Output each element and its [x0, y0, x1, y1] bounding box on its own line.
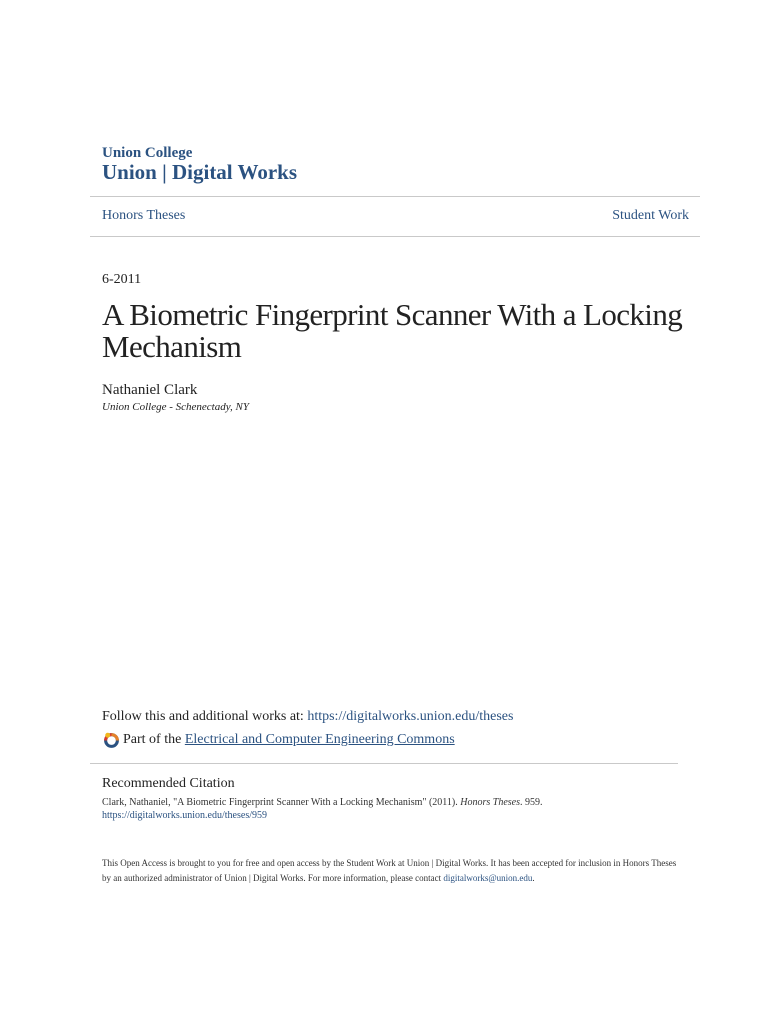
student-work-link[interactable]: Student Work [612, 208, 689, 223]
part-of-prefix: Part of the [123, 732, 185, 747]
institution-name: Union College [102, 145, 193, 161]
publication-date: 6-2011 [102, 272, 142, 287]
citation-number: . 959. [519, 797, 543, 808]
recommended-citation-heading: Recommended Citation [102, 776, 235, 791]
follow-prefix: Follow this and additional works at: [102, 709, 308, 724]
repository-home-link[interactable]: Union | Digital Works [102, 160, 298, 184]
citation-url-link[interactable]: https://digitalworks.union.edu/theses/959 [102, 810, 267, 821]
notice-text: This Open Access is brought to you for free and open access by the Student Work at Union | Digital Works. It has been accepted for inclusion in Honors Theses by an authorized administrator of Union | Digital Works. For more information, please contact [102, 858, 677, 883]
honors-theses-link[interactable]: Honors Theses [102, 208, 186, 223]
notice-end: . [532, 873, 535, 883]
header-divider-bottom [90, 236, 700, 237]
bepress-commons-icon [102, 731, 121, 750]
open-access-notice [102, 856, 682, 886]
author-name: Nathaniel Clark [102, 382, 198, 398]
citation-url-line [102, 809, 267, 823]
commons-discipline-link[interactable]: Electrical and Computer Engineering Commons [184, 732, 455, 747]
citation-text [102, 796, 542, 810]
citation-journal: Honors Theses [460, 797, 520, 808]
follow-url-link[interactable]: https://digitalworks.union.edu/theses [307, 709, 514, 724]
part-of-line [102, 730, 455, 750]
follow-line [102, 708, 513, 725]
citation-body: Clark, Nathaniel, "A Biometric Fingerprint Scanner With a Locking Mechanism" (2011). [102, 797, 461, 808]
author-affiliation: Union College - Schenectady, NY [102, 401, 249, 413]
citation-divider [90, 763, 678, 764]
paper-title: A Biometric Fingerprint Scanner With a Locking Mechanism [102, 297, 683, 364]
header-divider-top [90, 196, 700, 197]
contact-email-link[interactable]: digitalworks@union.edu [443, 873, 533, 883]
